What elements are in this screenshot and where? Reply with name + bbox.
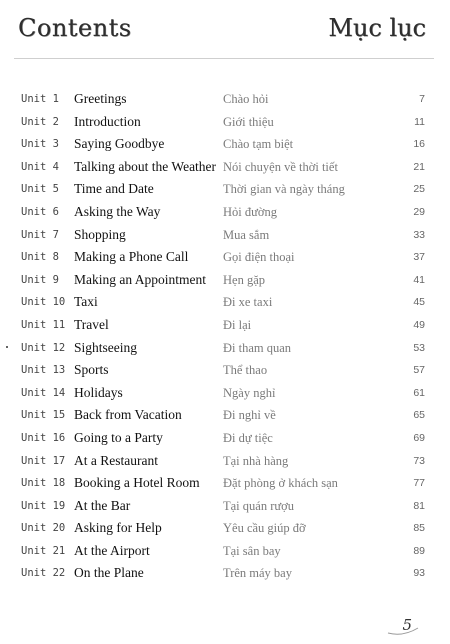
unit-page-number: 65 bbox=[413, 409, 425, 422]
unit-title-english: Talking about the Weather bbox=[74, 158, 217, 174]
unit-label: Unit 10 bbox=[21, 296, 66, 309]
toc-row bbox=[0, 316, 450, 339]
page-number: 5 bbox=[402, 616, 412, 634]
unit-title-vietnamese: Gọi điện thoại bbox=[223, 250, 295, 265]
unit-label: Unit 16 bbox=[21, 431, 66, 444]
unit-title-vietnamese: Ngày nghỉ bbox=[223, 385, 276, 400]
toc-row bbox=[0, 564, 450, 587]
unit-page-number: 37 bbox=[413, 251, 425, 264]
unit-page-number: 21 bbox=[413, 160, 425, 173]
scan-speck bbox=[6, 346, 8, 348]
unit-title-vietnamese: Đi lại bbox=[223, 317, 252, 332]
toc-row bbox=[0, 429, 450, 452]
toc-row bbox=[0, 361, 450, 384]
title-english: Contents bbox=[18, 14, 132, 42]
unit-page-number: 29 bbox=[413, 205, 425, 218]
unit-title-english: Shopping bbox=[74, 226, 126, 242]
toc-row bbox=[0, 180, 450, 203]
unit-title-english: Introduction bbox=[74, 113, 141, 129]
unit-title-english: Booking a Hotel Room bbox=[74, 475, 200, 491]
toc-row bbox=[0, 90, 450, 113]
unit-title-english: Sightseeing bbox=[74, 339, 137, 355]
unit-page-number: 93 bbox=[413, 567, 425, 580]
toc-row bbox=[0, 339, 450, 362]
unit-title-english: Asking for Help bbox=[74, 520, 162, 536]
unit-title-english: Going to a Party bbox=[74, 429, 163, 445]
unit-title-english: Time and Date bbox=[74, 181, 154, 197]
unit-page-number: 89 bbox=[413, 544, 425, 557]
unit-label: Unit 7 bbox=[21, 228, 59, 241]
unit-title-vietnamese: Thể thao bbox=[223, 363, 268, 378]
unit-label: Unit 8 bbox=[21, 251, 59, 264]
toc-row bbox=[0, 113, 450, 136]
unit-title-english: Sports bbox=[74, 362, 109, 378]
unit-page-number: 85 bbox=[413, 522, 425, 535]
table-of-contents bbox=[0, 90, 450, 587]
unit-page-number: 77 bbox=[413, 477, 425, 490]
unit-title-english: Saying Goodbye bbox=[74, 136, 165, 152]
unit-title-vietnamese: Hẹn gặp bbox=[223, 272, 265, 287]
unit-title-english: Making an Appointment bbox=[74, 271, 206, 287]
unit-title-english: Holidays bbox=[74, 384, 123, 400]
toc-row bbox=[0, 519, 450, 542]
unit-label: Unit 1 bbox=[21, 93, 59, 105]
unit-title-vietnamese: Chào tạm biệt bbox=[223, 137, 294, 152]
unit-page-number: 81 bbox=[413, 499, 425, 512]
toc-row bbox=[0, 158, 450, 181]
unit-label: Unit 11 bbox=[21, 318, 66, 331]
unit-label: Unit 5 bbox=[21, 183, 59, 196]
unit-title-vietnamese: Thời gian và ngày tháng bbox=[223, 182, 345, 197]
unit-title-vietnamese: Đi tham quan bbox=[223, 340, 292, 355]
unit-title-vietnamese: Nói chuyện về thời tiết bbox=[223, 159, 338, 174]
unit-label: Unit 18 bbox=[21, 477, 66, 490]
unit-label: Unit 9 bbox=[21, 273, 59, 286]
unit-label: Unit 22 bbox=[21, 567, 66, 580]
unit-page-number: 7 bbox=[419, 93, 425, 105]
title-vietnamese: Mục lục bbox=[328, 14, 426, 42]
unit-page-number: 11 bbox=[414, 115, 425, 128]
unit-page-number: 57 bbox=[413, 364, 425, 377]
toc-row bbox=[0, 203, 450, 226]
unit-page-number: 49 bbox=[413, 318, 425, 331]
unit-page-number: 69 bbox=[413, 431, 425, 444]
unit-label: Unit 15 bbox=[21, 409, 66, 422]
unit-title-vietnamese: Đặt phòng ở khách sạn bbox=[223, 476, 338, 491]
unit-title-english: Asking the Way bbox=[74, 203, 161, 219]
unit-page-number: 61 bbox=[413, 386, 425, 399]
toc-row bbox=[0, 293, 450, 316]
unit-title-vietnamese: Giới thiệu bbox=[223, 114, 274, 129]
toc-row bbox=[0, 497, 450, 520]
unit-page-number: 41 bbox=[413, 273, 425, 286]
unit-title-vietnamese: Đi nghỉ về bbox=[223, 408, 276, 423]
unit-title-vietnamese: Trên máy bay bbox=[223, 566, 292, 581]
toc-row bbox=[0, 406, 450, 429]
unit-title-vietnamese: Chào hỏi bbox=[223, 92, 269, 106]
unit-title-vietnamese: Tại quán rượu bbox=[223, 498, 295, 513]
toc-row bbox=[0, 542, 450, 565]
unit-page-number: 33 bbox=[413, 228, 425, 241]
unit-page-number: 53 bbox=[413, 341, 425, 354]
toc-row bbox=[0, 452, 450, 475]
unit-title-vietnamese: Mua sắm bbox=[223, 227, 270, 242]
unit-label: Unit 6 bbox=[21, 205, 59, 218]
unit-label: Unit 3 bbox=[21, 138, 59, 151]
toc-row bbox=[0, 384, 450, 407]
unit-title-english: At a Restaurant bbox=[74, 452, 158, 468]
unit-title-english: Travel bbox=[74, 316, 109, 332]
unit-label: Unit 13 bbox=[21, 364, 66, 377]
unit-label: Unit 21 bbox=[21, 544, 66, 557]
unit-title-vietnamese: Đi xe taxi bbox=[223, 295, 273, 310]
unit-title-vietnamese: Tại nhà hàng bbox=[223, 453, 289, 468]
unit-title-english: Taxi bbox=[74, 294, 98, 310]
toc-row bbox=[0, 474, 450, 497]
unit-page-number: 25 bbox=[413, 183, 425, 196]
unit-label: Unit 20 bbox=[21, 522, 66, 535]
toc-row bbox=[0, 226, 450, 249]
unit-label: Unit 2 bbox=[21, 115, 59, 128]
unit-label: Unit 17 bbox=[21, 454, 66, 467]
header-divider bbox=[14, 58, 434, 59]
unit-title-vietnamese: Yêu cầu giúp đỡ bbox=[223, 521, 306, 536]
toc-row bbox=[0, 248, 450, 271]
toc-row bbox=[0, 135, 450, 158]
toc-row bbox=[0, 271, 450, 294]
unit-label: Unit 12 bbox=[21, 341, 66, 354]
unit-label: Unit 19 bbox=[21, 499, 66, 512]
unit-label: Unit 4 bbox=[21, 160, 59, 173]
unit-title-vietnamese: Tại sân bay bbox=[223, 543, 281, 558]
unit-title-english: At the Bar bbox=[74, 497, 131, 513]
unit-label: Unit 14 bbox=[21, 386, 66, 399]
unit-page-number: 73 bbox=[413, 454, 425, 467]
unit-title-english: Back from Vacation bbox=[74, 407, 182, 423]
unit-title-english: On the Plane bbox=[74, 565, 144, 581]
unit-page-number: 45 bbox=[413, 296, 425, 309]
unit-title-english: Greetings bbox=[74, 91, 127, 106]
unit-title-vietnamese: Hỏi đường bbox=[223, 204, 278, 219]
unit-page-number: 16 bbox=[413, 138, 425, 151]
unit-title-english: At the Airport bbox=[74, 542, 150, 558]
unit-title-vietnamese: Đi dự tiệc bbox=[223, 430, 273, 445]
unit-title-english: Making a Phone Call bbox=[74, 249, 189, 265]
